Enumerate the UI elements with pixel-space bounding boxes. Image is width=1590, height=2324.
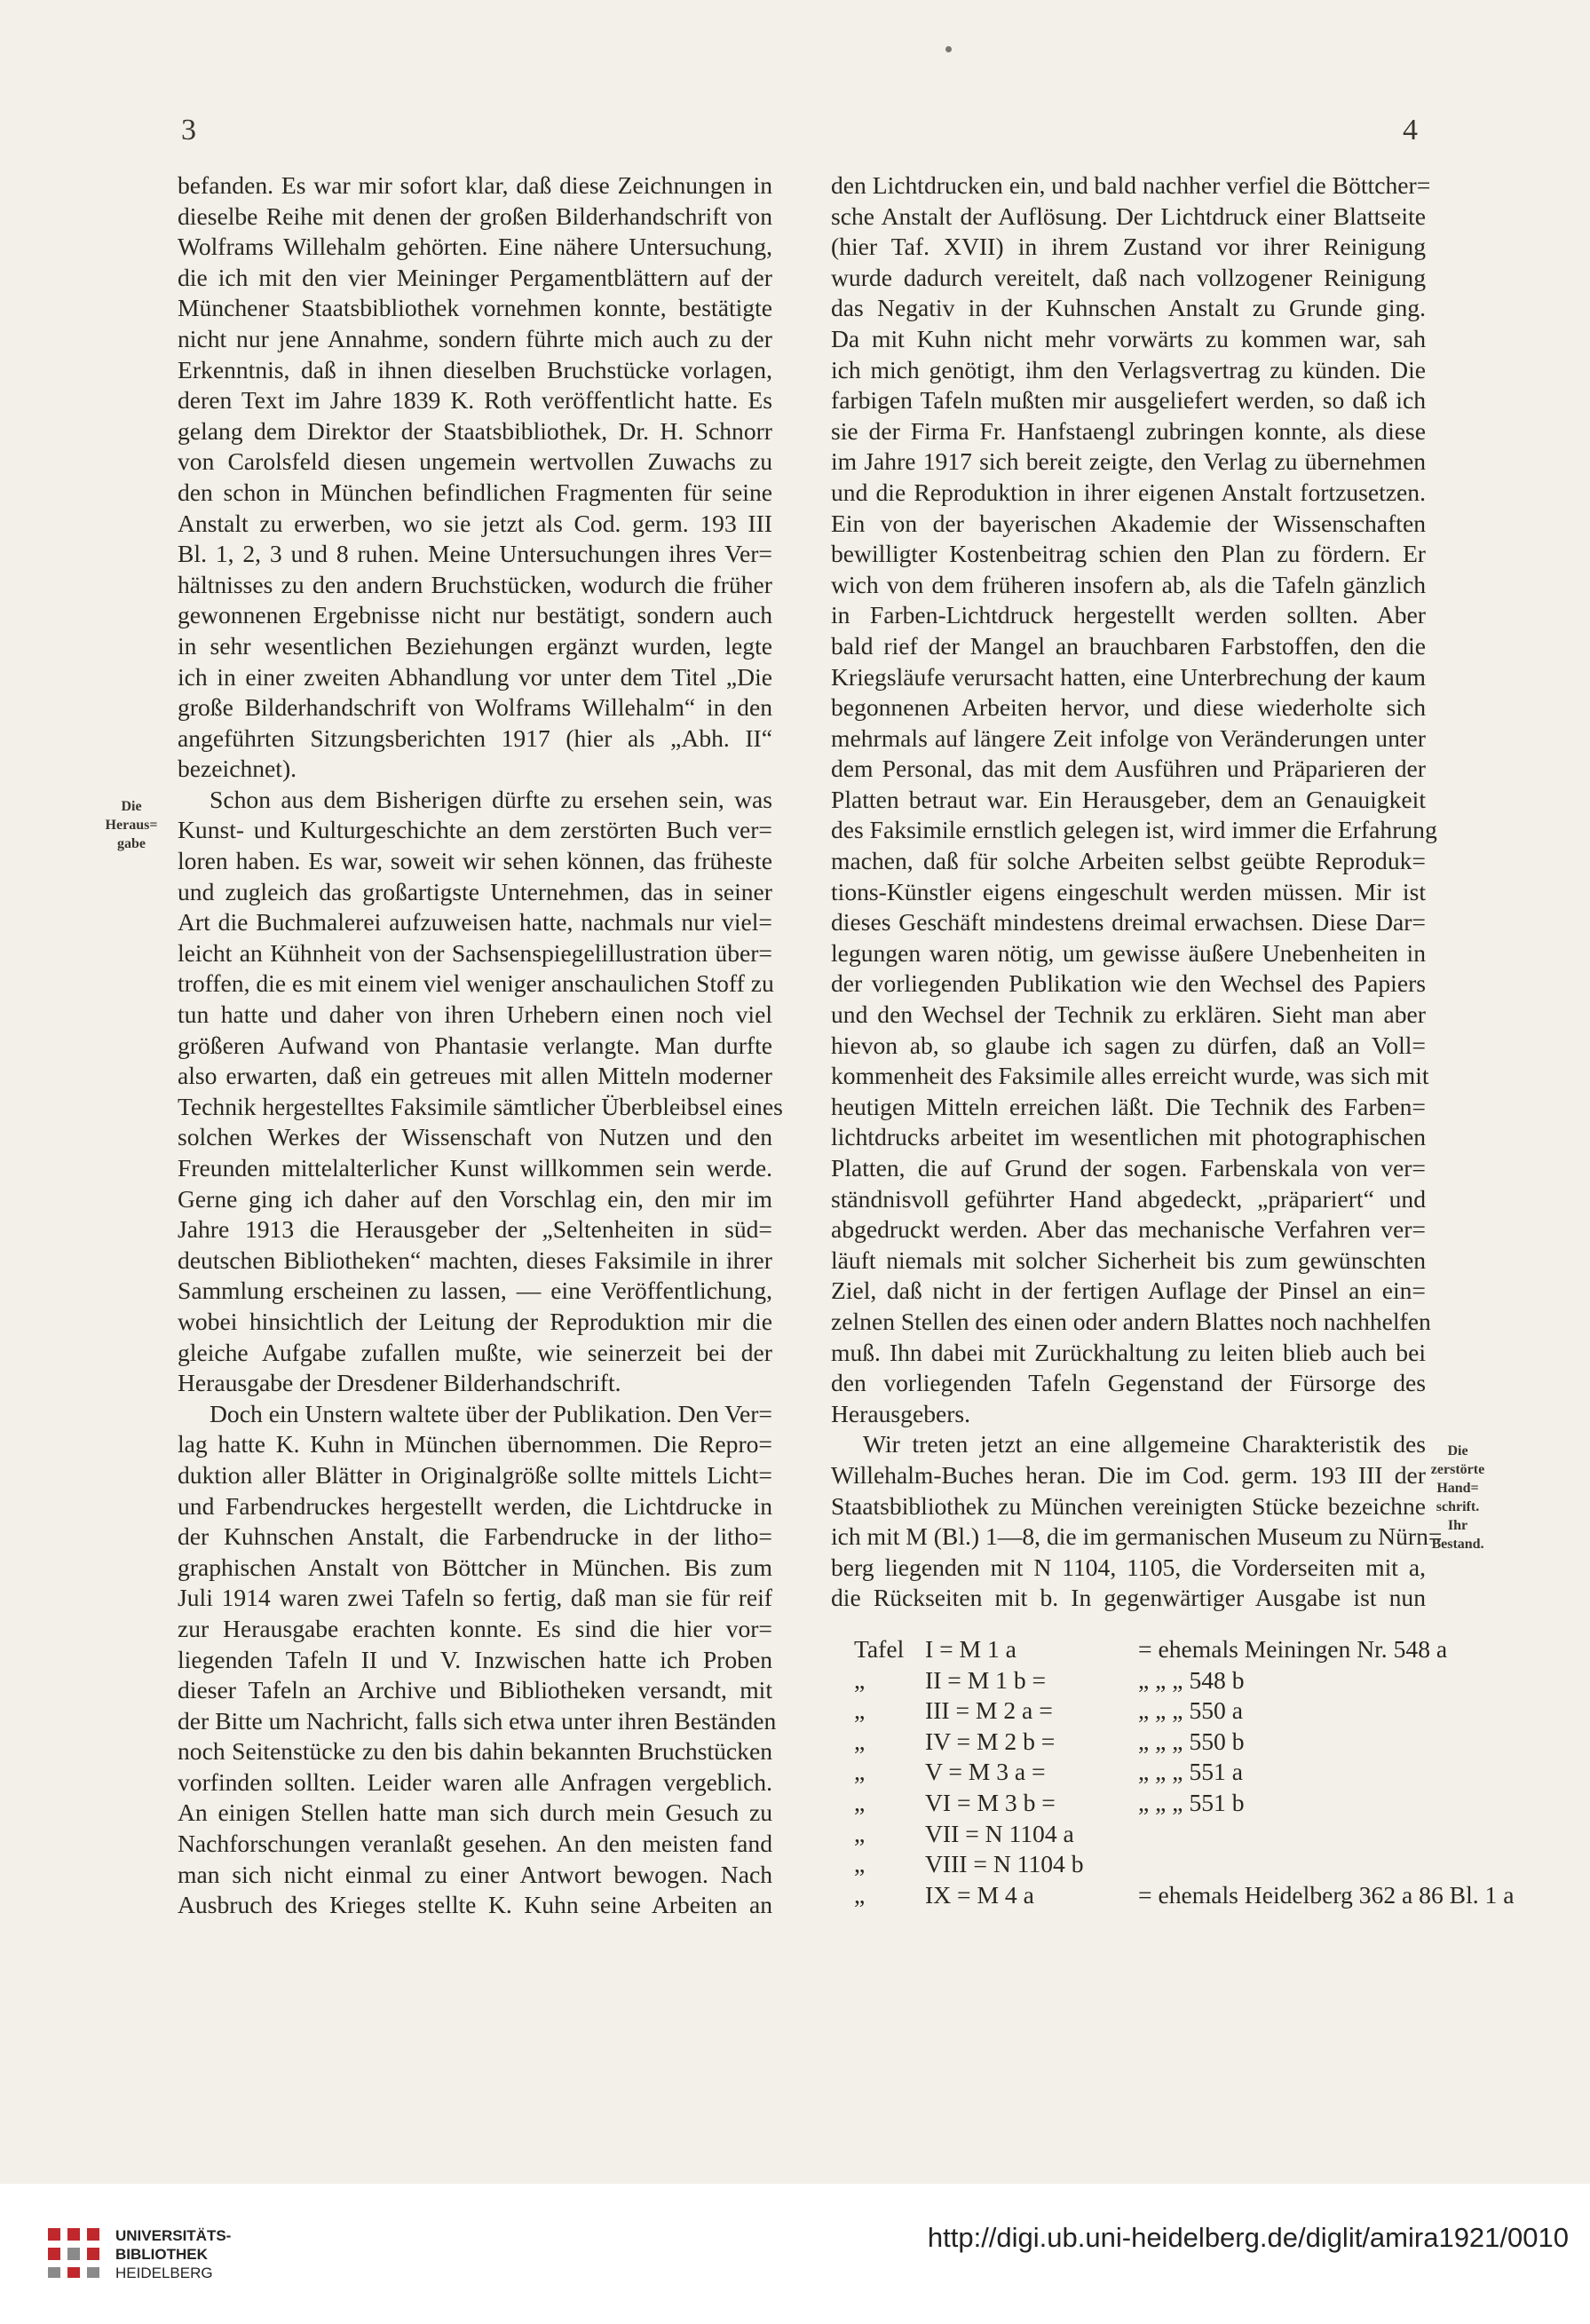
text-line: Schon aus dem Bisherigen dürfte zu ersehen sein, was	[210, 785, 772, 813]
text-line: der vorliegenden Publikation wie den Wechsel des Papiers	[831, 969, 1426, 998]
margin-note-line: Bestand.	[1431, 1537, 1484, 1552]
plate-numeral: VII = N 1104 a	[925, 1819, 1074, 1847]
text-line: Staatsbibliothek zu München vereinigten Stücke bezeichne	[831, 1491, 1426, 1520]
text-line: wobei hinsichtlich der Leitung der Reproduktion mir die	[178, 1307, 772, 1335]
text-line: dieses Geschäft mindestens dreimal erwachsen. Diese Dar=	[831, 908, 1426, 937]
text-line: Gerne ging ich daher auf den Vorschlag ein, den mir im	[178, 1184, 772, 1213]
text-line: leicht an Kühnheit von der Sachsenspiegelillustration über=	[178, 938, 772, 967]
text-line: troffen, die es mit einem viel weniger anschaulichen Stoff zu	[178, 969, 774, 998]
text-line: hievon ab, so glaube ich sagen zu dürfen, daß an Voll=	[831, 1031, 1426, 1059]
text-line: kommenheit des Faksimile alles erreicht wurde, was sich mit	[831, 1062, 1429, 1090]
text-line: Wolframs Willehalm gehörten. Eine nähere Untersuchung,	[178, 233, 772, 261]
text-line: gelang dem Direktor der Staatsbibliothek, Dr. H. Schnorr	[178, 416, 772, 445]
plate-source: „ „ „ 551 a	[1138, 1758, 1243, 1786]
text-line: farbigen Tafeln mußten mir ausgeliefert werden, so daß ich	[831, 386, 1426, 415]
text-line: man sich nicht einmal zu einer Antwort bewogen. Nach	[178, 1860, 772, 1888]
text-line: Freunden mittelalterlicher Kunst willkommen sein werde.	[178, 1154, 772, 1182]
text-line: in sehr wesentlichen Beziehungen ergänzt wurden, legte	[178, 631, 772, 660]
text-line: Da mit Kuhn nicht mehr vorwärts zu kommen war, sah	[831, 324, 1426, 352]
text-line: Ein von der bayerischen Akademie der Wissenschaften	[831, 509, 1426, 537]
text-line: gleiche Aufgabe zufallen mußte, wie seinerzeit bei der	[178, 1338, 772, 1366]
text-line: ich mich genötigt, ihm den Verlagsvertrag zu künden. Die	[831, 355, 1426, 383]
text-line: Herausgebers.	[831, 1399, 971, 1427]
text-line: lichtdrucks arbeitet im wesentlichen mit photographischen	[831, 1123, 1426, 1151]
plate-row	[854, 1849, 1422, 1880]
text-line: Ziel, daß nicht in der fertigen Auflage der Pinsel an ein=	[831, 1277, 1426, 1305]
plate-row	[854, 1696, 1422, 1727]
margin-note-line: gabe	[117, 836, 146, 851]
margin-note-line: schrift.	[1436, 1499, 1480, 1514]
text-line: Technik hergestelltes Faksimile sämtlicher Überbleibsel eines	[178, 1092, 783, 1120]
text-line: läuft niemals mit solcher Sicherheit bis zum gewünschten	[831, 1245, 1426, 1274]
text-line: An einigen Stellen hatte man sich durch mein Gesuch zu	[178, 1798, 772, 1827]
text-line: Kriegsläufe verursacht hatten, eine Unterbrechung der kaum	[831, 662, 1426, 691]
text-line: wich von dem früheren insofern ab, als die Tafeln gänzlich	[831, 570, 1426, 598]
plate-label: „	[854, 1696, 866, 1725]
text-line: Jahre 1913 die Herausgeber der „Seltenheiten in süd=	[178, 1215, 772, 1244]
text-line: Kunst- und Kulturgeschichte an dem zerstörten Buch ver=	[178, 816, 772, 844]
left-text-column	[178, 170, 783, 1921]
university-library-logo	[43, 2221, 105, 2280]
text-line: loren haben. Es war, soweit wir sehen können, das früheste	[178, 847, 772, 875]
text-line: der Bitte um Nachricht, falls sich etwa unter ihren Beständen	[178, 1706, 777, 1735]
text-line: von Carolsfeld diesen ungemein wertvollen Zuwachs zu	[178, 447, 772, 476]
text-line: Doch ein Unstern waltete über der Publikation. Den Ver=	[210, 1399, 772, 1427]
plate-source: „ „ „ 550 a	[1138, 1696, 1243, 1725]
plate-source: = ehemals Meiningen Nr. 548 a	[1138, 1635, 1448, 1663]
text-line: mehrmals auf längere Zeit infolge von Veränderungen unter	[831, 723, 1426, 752]
plate-numeral: VIII = N 1104 b	[925, 1850, 1084, 1878]
text-line: Platten, die auf Grund der sogen. Farbenskala von ver=	[831, 1154, 1426, 1182]
institution-line: HEIDELBERG	[115, 2265, 213, 2281]
plate-label: „	[854, 1880, 866, 1909]
text-line: Juli 1914 waren zwei Tafeln so fertig, daß man sie für reif	[178, 1584, 772, 1612]
text-line: in Farben-Lichtdruck hergestellt werden sollten. Aber	[831, 601, 1426, 629]
text-line: solchen Werkes der Wissenschaft von Nutzen und den	[178, 1123, 772, 1151]
text-line: Bl. 1, 2, 3 und 8 ruhen. Meine Untersuchungen ihres Ver=	[178, 540, 772, 568]
plate-numeral: III = M 2 a =	[925, 1696, 1053, 1725]
margin-note-line: Ihr	[1447, 1518, 1468, 1533]
text-line: nicht nur jene Annahme, sondern führte mich auch zu der	[178, 324, 772, 352]
text-line: im Jahre 1917 sich bereit zeigte, den Verlag zu übernehmen	[831, 447, 1426, 476]
text-line: den Lichtdrucken ein, und bald nachher verfiel die Böttcher=	[831, 171, 1431, 199]
plate-label: Tafel	[854, 1635, 905, 1663]
text-line: gewonnenen Ergebnisse nicht nur bestätigt, sondern auch	[178, 601, 772, 629]
text-line: liegenden Tafeln II und V. Inzwischen hatte ich Proben	[178, 1645, 772, 1673]
plate-row	[854, 1788, 1422, 1819]
margin-note-line: Heraus=	[105, 818, 158, 833]
page-number-right: 4	[1403, 114, 1418, 146]
text-line: graphischen Anstalt von Böttcher in München. Bis zum	[178, 1553, 772, 1581]
text-line: tun hatte und daher von ihren Urhebern einen noch viel	[178, 1000, 772, 1029]
text-line: berg liegenden mit N 1104, 1105, die Vorderseiten mit a,	[831, 1553, 1426, 1581]
text-line: Nachforschungen veranlaßt gesehen. An den meisten fand	[178, 1830, 772, 1858]
institution-name	[115, 2226, 231, 2282]
plate-numeral: VI = M 3 b =	[925, 1788, 1056, 1816]
text-line: den vorliegenden Tafeln Gegenstand der Fürsorge des	[831, 1369, 1426, 1397]
text-line: die ich mit den vier Meininger Pergamentblättern auf der	[178, 263, 772, 291]
plate-numeral: IV = M 2 b =	[925, 1727, 1056, 1755]
institution-line: BIBLIOTHEK	[115, 2246, 208, 2263]
text-line: zur Herausgabe erachten konnte. Es sind die hier vor=	[178, 1614, 772, 1642]
plate-label: „	[854, 1819, 866, 1847]
plate-source: = ehemals Heidelberg 362 a 86 Bl. 1 a	[1138, 1880, 1515, 1909]
margin-note-line: Hand=	[1436, 1481, 1479, 1496]
text-line: bezeichnet).	[178, 755, 297, 783]
text-line: ich in einer zweiten Abhandlung vor unter dem Titel „Die	[178, 662, 772, 691]
text-line: dieselbe Reihe mit denen der großen Bilderhandschrift von	[178, 202, 772, 230]
plate-source	[1138, 1849, 1422, 1880]
text-line: ständnisvoll geführter Hand abgedeckt, „präpariert“ und	[831, 1184, 1426, 1213]
text-line: legungen waren nötig, um gewisse äußere Unebenheiten in	[831, 938, 1426, 967]
plate-numeral: II = M 1 b =	[925, 1665, 1047, 1694]
margin-note-line: Die	[121, 799, 142, 814]
text-line: Herausgabe der Dresdener Bilderhandschrift.	[178, 1369, 621, 1397]
text-line: Wir treten jetzt an eine allgemeine Charakteristik des	[863, 1430, 1426, 1458]
plate-numeral: I = M 1 a	[925, 1635, 1016, 1663]
text-line: dieser Tafeln an Archive und Bibliotheken versandt, mit	[178, 1676, 772, 1704]
text-line: lag hatte K. Kuhn in München übernommen. Die Repro=	[178, 1430, 772, 1458]
text-line: zelnen Stellen des einen oder andern Blattes noch nachhelfen	[831, 1307, 1431, 1335]
plate-row	[854, 1819, 1422, 1850]
plate-source: „ „ „ 548 b	[1138, 1665, 1245, 1694]
text-line: größeren Aufwand von Phantasie verlangte. Man durfte	[178, 1031, 772, 1059]
page-speck	[945, 46, 952, 52]
plate-label: „	[854, 1665, 866, 1694]
plate-label: „	[854, 1758, 866, 1786]
text-line: Sammlung erscheinen zu lassen, — eine Veröffentlichung,	[178, 1277, 772, 1305]
text-line: hältnisses zu den andern Bruchstücken, wodurch die früher	[178, 570, 772, 598]
text-line: begonnenen Arbeiten hervor, und diese wiederholte sich	[831, 693, 1426, 722]
right-text-column	[831, 170, 1443, 1614]
text-line: wurde dadurch vereitelt, daß nach vollzogener Reinigung	[831, 263, 1426, 291]
text-line: Münchener Staatsbibliothek vornehmen konnte, bestätigte	[178, 294, 772, 322]
text-line: angeführten Sitzungsberichten 1917 (hier als „Abh. II“	[178, 723, 772, 752]
plate-source: „ „ „ 551 b	[1138, 1788, 1245, 1816]
plate-numeral: IX = M 4 a	[925, 1880, 1034, 1909]
margin-note-line: zerstörte	[1430, 1462, 1485, 1477]
plate-numeral: V = M 3 a =	[925, 1758, 1046, 1786]
text-line: und Farbendruckes hergestellt werden, die Lichtdrucke in	[178, 1491, 772, 1520]
text-line: bewilligter Kostenbeitrag schien den Plan zu fördern. Er	[831, 540, 1426, 568]
text-line: deutschen Bibliotheken“ machten, dieses Faksimile in ihrer	[178, 1245, 772, 1274]
text-line: sche Anstalt der Auflösung. Der Lichtdruck einer Blattseite	[831, 202, 1426, 230]
text-line: Anstalt zu erwerben, wo sie jetzt als Cod. germ. 193 III	[178, 509, 772, 537]
text-line: muß. Ihn dabei mit Zurückhaltung zu leiten blieb auch bei	[831, 1338, 1426, 1366]
plate-label: „	[854, 1850, 866, 1878]
text-line: große Bilderhandschrift von Wolframs Willehalm“ in den	[178, 693, 772, 722]
text-line: den schon in München befindlichen Fragmenten für seine	[178, 478, 772, 506]
text-line: Art die Buchmalerei aufzuweisen hatte, nachmals nur viel=	[178, 908, 772, 937]
text-line: duktion aller Blätter in Originalgröße sollte mittels Licht=	[178, 1460, 772, 1489]
text-line: Ausbruch des Krieges stellte K. Kuhn seine Arbeiten an	[178, 1891, 772, 1919]
text-line: die Rückseiten mit b. In gegenwärtiger Ausgabe ist nun	[831, 1584, 1426, 1612]
text-line: der Kuhnschen Anstalt, die Farbendrucke in der litho=	[178, 1522, 772, 1551]
text-line: ich mit M (Bl.) 1—8, die im germanischen Museum zu Nürn=	[831, 1522, 1443, 1551]
text-line: noch Seitenstücke zu den bis dahin bekannten Bruchstücken	[178, 1737, 772, 1766]
text-line: und den Wechsel der Technik zu erklären. Sieht man aber	[831, 1000, 1426, 1029]
text-line: machen, daß für solche Arbeiten selbst geübte Reproduk=	[831, 847, 1426, 875]
plate-label: „	[854, 1727, 866, 1755]
plate-row	[854, 1665, 1422, 1696]
text-line: also erwarten, daß ein getreues mit allen Mitteln moderner	[178, 1062, 772, 1090]
text-line: sie der Firma Fr. Hanfstaengl zubringen konnte, als diese	[831, 416, 1426, 445]
plate-concordance-table	[854, 1634, 1515, 1910]
text-line: des Faksimile ernstlich gelegen ist, wird immer die Erfahrung	[831, 816, 1437, 844]
text-line: (hier Taf. XVII) in ihrem Zustand vor ihrer Reinigung	[831, 233, 1426, 261]
text-line: bald rief der Mangel an brauchbaren Farbstoffen, den die	[831, 631, 1426, 660]
plate-source: „ „ „ 550 b	[1138, 1727, 1245, 1755]
plate-label: „	[854, 1788, 866, 1816]
text-line: abgedruckt werden. Aber das mechanische Verfahren ver=	[831, 1215, 1426, 1244]
institution-line: UNIVERSITÄTS-	[115, 2227, 232, 2244]
text-line: Platten betraut war. Ein Herausgeber, dem an Genauigkeit	[831, 785, 1426, 813]
text-line: tions-Künstler eigens eingeschult werden müssen. Mir ist	[831, 877, 1426, 905]
plate-row	[854, 1757, 1422, 1788]
plate-row	[854, 1634, 1448, 1665]
source-url-link[interactable]: http://digi.ub.uni-heidelberg.de/diglit/amira1921/0010	[927, 2222, 1569, 2253]
text-line: das Negativ in der Kuhnschen Anstalt zu Grunde ging.	[831, 294, 1426, 322]
text-line: und zugleich das großartigste Unternehmen, das in seiner	[178, 877, 772, 905]
footer-bar	[0, 2184, 1590, 2324]
text-line: und die Reproduktion in ihrer eigenen Anstalt fortzusetzen.	[831, 478, 1426, 506]
page-number-left: 3	[181, 114, 196, 146]
text-line: befanden. Es war mir sofort klar, daß diese Zeichnungen in	[178, 171, 772, 199]
plate-row	[854, 1727, 1422, 1758]
text-line: Willehalm-Buches heran. Die im Cod. germ. 193 III der	[831, 1460, 1426, 1489]
margin-note-bestand	[1424, 1442, 1491, 1553]
plate-source	[1138, 1819, 1422, 1850]
margin-note-line: Die	[1447, 1443, 1468, 1458]
text-line: heutigen Mitteln erreichen läßt. Die Technik des Farben=	[831, 1092, 1426, 1120]
margin-note-herausgabe	[98, 797, 165, 853]
plate-row	[854, 1880, 1515, 1911]
text-line: vorfinden sollten. Leider waren alle Anfragen vergeblich.	[178, 1767, 772, 1796]
text-line: dem Personal, das mit dem Ausführen und Präparieren der	[831, 755, 1426, 783]
text-line: Erkenntnis, daß in ihnen dieselben Bruchstücke vorlagen,	[178, 355, 772, 383]
text-line: deren Text im Jahre 1839 K. Roth veröffentlicht hatte. Es	[178, 386, 772, 415]
